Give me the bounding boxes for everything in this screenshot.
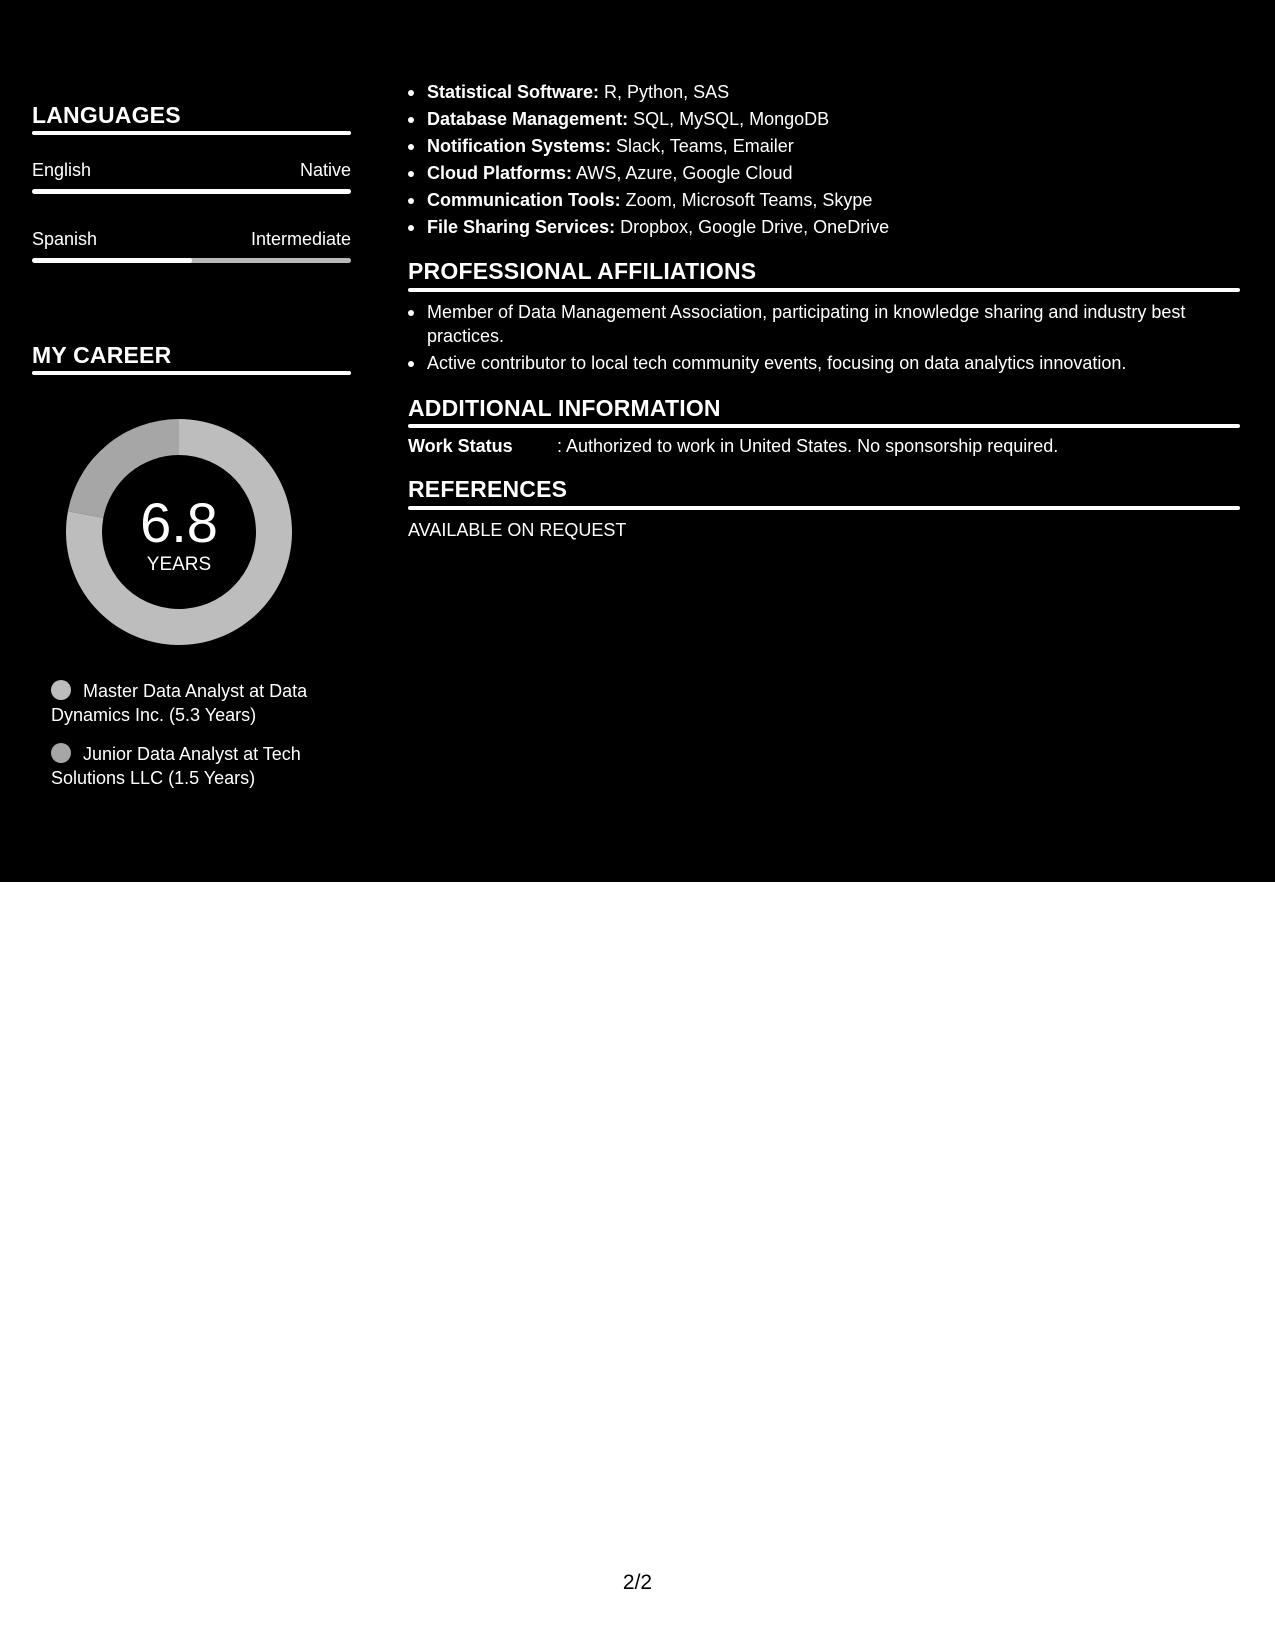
bullet-icon [408,144,414,150]
references-text: AVAILABLE ON REQUEST [408,520,627,540]
donut-center [66,419,292,645]
skill-values: Slack, Teams, Emailer [611,136,794,156]
career-heading: MY CAREER [32,342,172,368]
skill-item [408,214,1240,241]
language-row-spanish [32,229,351,269]
skill-values: R, Python, SAS [599,82,730,102]
legend-dot-icon [51,680,71,700]
bullet-icon [408,361,414,367]
skill-item [408,106,1240,133]
skill-values: Dropbox, Google Drive, OneDrive [615,217,890,237]
language-name: English [32,160,92,180]
skill-item [408,160,1240,187]
career-legend-label: Master Data Analyst at Data Dynamics Inc. (5.3 Years) [51,681,308,725]
career-total-years: 6.8 [140,491,218,554]
skill-category: File Sharing Services: [427,217,616,237]
bullet-icon [408,90,414,96]
affiliation-text: Active contributor to local tech community events, focusing on data analytics innovation. [427,353,1127,373]
career-legend-item [51,679,341,727]
career-donut-chart [66,419,292,645]
languages-divider [32,131,351,135]
sidebar [32,0,351,882]
career-divider [32,371,351,375]
references-heading: REFERENCES [408,476,568,502]
bullet-icon [408,198,414,204]
language-name: Spanish [32,229,98,249]
language-level: Native [299,160,351,180]
bullet-icon [408,171,414,177]
career-legend-label: Junior Data Analyst at Tech Solutions LLC (1.5 Years) [51,744,301,788]
skill-values: Zoom, Microsoft Teams, Skype [620,190,873,210]
affiliations-heading: PROFESSIONAL AFFILIATIONS [408,258,757,284]
skill-item [408,79,1240,106]
work-status-label: Work Status [408,436,513,456]
skill-item [408,187,1240,214]
skill-category: Communication Tools: [427,190,621,210]
page-number: 2/2 [622,1571,653,1594]
language-row-english [32,160,351,200]
affiliation-item [408,300,1240,348]
languages-heading: LANGUAGES [32,102,181,128]
additional-info-heading: ADDITIONAL INFORMATION [408,395,721,421]
language-proficiency-fill [32,258,192,263]
bullet-icon [408,225,414,231]
skill-values: AWS, Azure, Google Cloud [572,163,793,183]
affiliation-item [408,351,1240,375]
additional-info-divider [408,424,1240,428]
affiliations-list [408,300,1240,378]
affiliations-divider [408,288,1240,292]
affiliation-text: Member of Data Management Association, participating in knowledge sharing and industry best practices. [427,302,1186,346]
skill-values: SQL, MySQL, MongoDB [628,109,830,129]
skill-category: Statistical Software: [427,82,600,102]
skills-list [408,79,1240,241]
language-level: Intermediate [250,229,351,249]
skill-item [408,133,1240,160]
language-proficiency-fill [32,189,351,194]
references-divider [408,506,1240,510]
language-proficiency-bar [32,189,351,194]
bullet-icon [408,310,414,316]
work-status-value: : Authorized to work in United States. No sponsorship required. [557,436,1059,456]
skill-category: Notification Systems: [427,136,612,156]
language-proficiency-bar [32,258,351,263]
bullet-icon [408,117,414,123]
legend-dot-icon [51,743,71,763]
career-legend-item [51,742,341,790]
career-total-unit: YEARS [146,554,212,575]
main-column [408,0,1240,882]
skill-category: Database Management: [427,109,629,129]
skill-category: Cloud Platforms: [427,163,573,183]
